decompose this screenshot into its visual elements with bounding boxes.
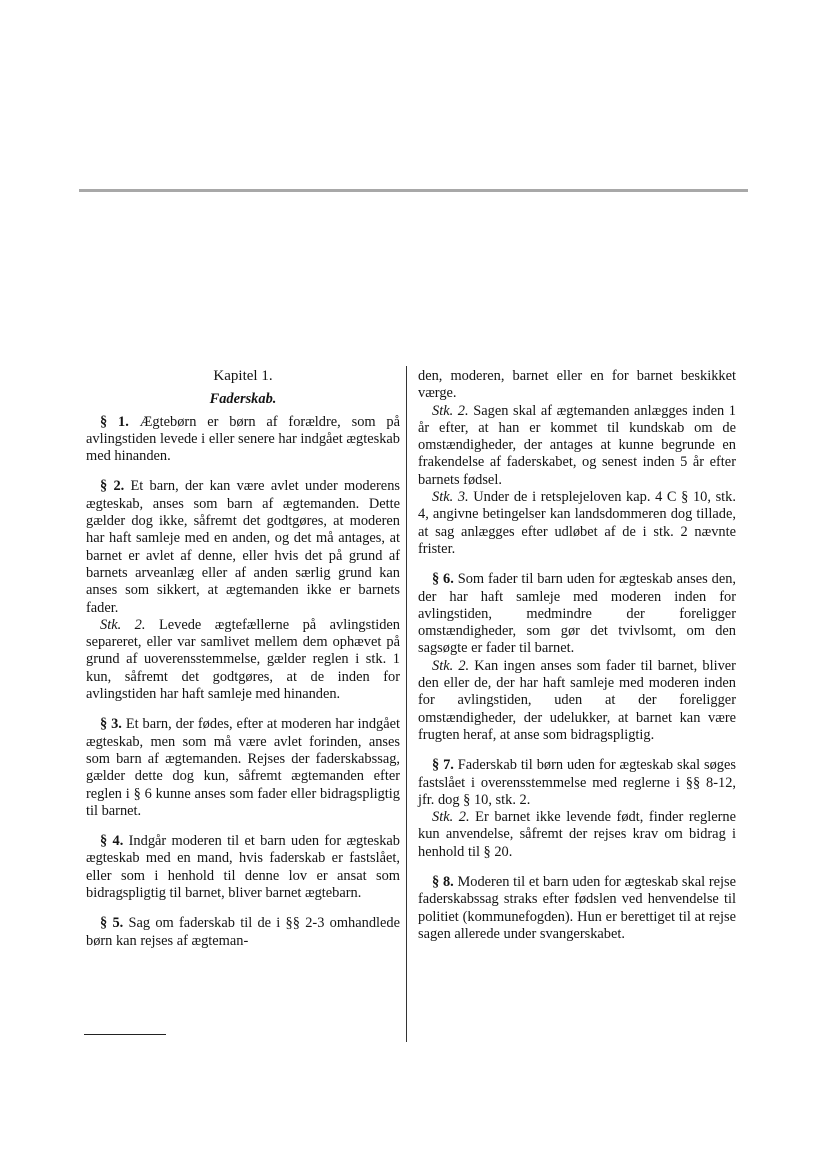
section-text: Moderen til et barn uden for ægteskab skal rejse faderskabssag straks efter fødslen ved henvendelse til politiet (kommunefogden). Hun er berettiget til at rejse sagen allerede under svangerskabet. [418,874,736,942]
section-text: Et barn, der fødes, efter at moderen har indgået ægteskab, men som må være avlet forinden, anses som barn af ægtemanden. Rejses der faderskabssag, gælder dette dog kun, såfremt ægtemanden efter reglen i § 6 kunne anses som fader eller bidragspligtig til barnet. [86,716,401,819]
section-text: Ægtebørn er børn af forældre, som på avlingstiden levede i eller senere har indgået ægteskab med hinanden. [86,413,400,465]
section-text: Under de i retsplejeloven kap. 4 C § 10, stk. 4, angivne betingelser kan landsdommeren dog tillade, at sag anlægges efter udløbet af de i stk. 2 nævnte frister. [418,489,736,557]
section-5-stk-2 [418,403,736,489]
chapter-title: Kapitel 1. [213,368,273,384]
stk-label: Stk. 2. [432,657,470,674]
section-number: § 2. [100,478,125,495]
section-text: Et barn, der kan være avlet under moderens ægteskab, anses som barn af ægtemanden. Dette gælder dog ikke, såfremt det godtgøres, at moderen har haft samleje med en anden, og det må antages, at barnet er avlet af denne, eller hvis det på grund af barnets arveanlæg eller af anden særlig grund kan anses som sikkert, at ægtemanden ikke er barnets fader. [86,478,400,616]
chapter-subtitle: Faderskab. [209,391,277,408]
section-7-stk-2 [418,809,736,861]
section-text: Er barnet ikke levende født, finder reglerne kun anvendelse, såfremt der rejses krav om bidrag i henhold til § 20. [418,809,736,860]
section-2 [86,478,400,616]
section-text: Sagen skal af ægtemanden anlægges inden 1 år efter, at han er kommet til kundskab om de omstændigheder, der antages at kunne begrunde en frakendelse af faderskabet, og senest inden 5 år efter barnets fødsel. [418,402,736,488]
section-5-stk-3 [418,489,736,558]
section-number: § 8. [432,874,454,891]
section-8 [418,874,736,943]
stk-label: Stk. 2. [432,402,469,419]
section-5-continued: den, moderen, barnet eller en for barnet beskikket værge. [418,368,736,402]
section-2-stk-2 [86,617,400,703]
stk-label: Stk. 2. [432,809,470,826]
section-number: § 7. [432,757,454,774]
footnote-rule [84,1034,166,1035]
section-text: Levede ægtefællerne på avlingstiden separeret, eller var samlivet mellem dem ophævet på grund af uoverensstemmelse, gælder reglen i stk. 1 kun, såfremt det godtgøres, at de inden for avlingstiden har haft samleje med hinanden. [86,616,400,703]
section-4 [86,833,400,902]
section-number: § 6. [432,571,454,588]
left-column [86,368,400,950]
section-5 [86,915,400,950]
stk-label: Stk. 2. [100,616,146,633]
section-number: § 5. [100,915,124,932]
stk-label: Stk. 3. [432,489,469,506]
section-number: § 1. [100,413,129,430]
section-1 [86,414,400,466]
section-text: Som fader til barn uden for ægteskab anses den, der har haft samleje med moderen inden for avlingstiden, medmindre der foreligger omstændigheder, som gør det tvivlsomt, om den sagsøgte er fader til barnet. [418,571,736,657]
section-number: § 3. [100,716,122,733]
section-text: Indgår moderen til et barn uden for ægteskab ægteskab med en mand, hvis faderskab er fastslået, eller som i henhold til denne lov er ansat som bidragspligtig til barnet, bliver barnet ægtebarn. [86,833,400,902]
section-6 [418,571,736,657]
top-horizontal-rule [79,189,748,192]
column-divider [406,366,407,1042]
section-text: Sag om faderskab til de i §§ 2-3 omhandlede børn kan rejses af ægteman- [86,915,400,949]
section-text: Faderskab til børn uden for ægteskab skal søges fastslået i overensstemmelse med reglerne i §§ 8-12, jfr. dog § 10, stk. 2. [418,757,736,808]
right-column [418,368,736,943]
section-number: § 4. [100,833,124,850]
section-7 [418,757,736,809]
section-text: Kan ingen anses som fader til barnet, bliver den eller de, der har haft samleje med moderen inden for avlingstiden, uden at der foreligger omstændigheder, der udelukker, at barnet kan være frugten heraf, at anse som bidragspligtig. [418,657,736,743]
section-6-stk-2 [418,658,736,744]
section-3 [86,716,400,820]
